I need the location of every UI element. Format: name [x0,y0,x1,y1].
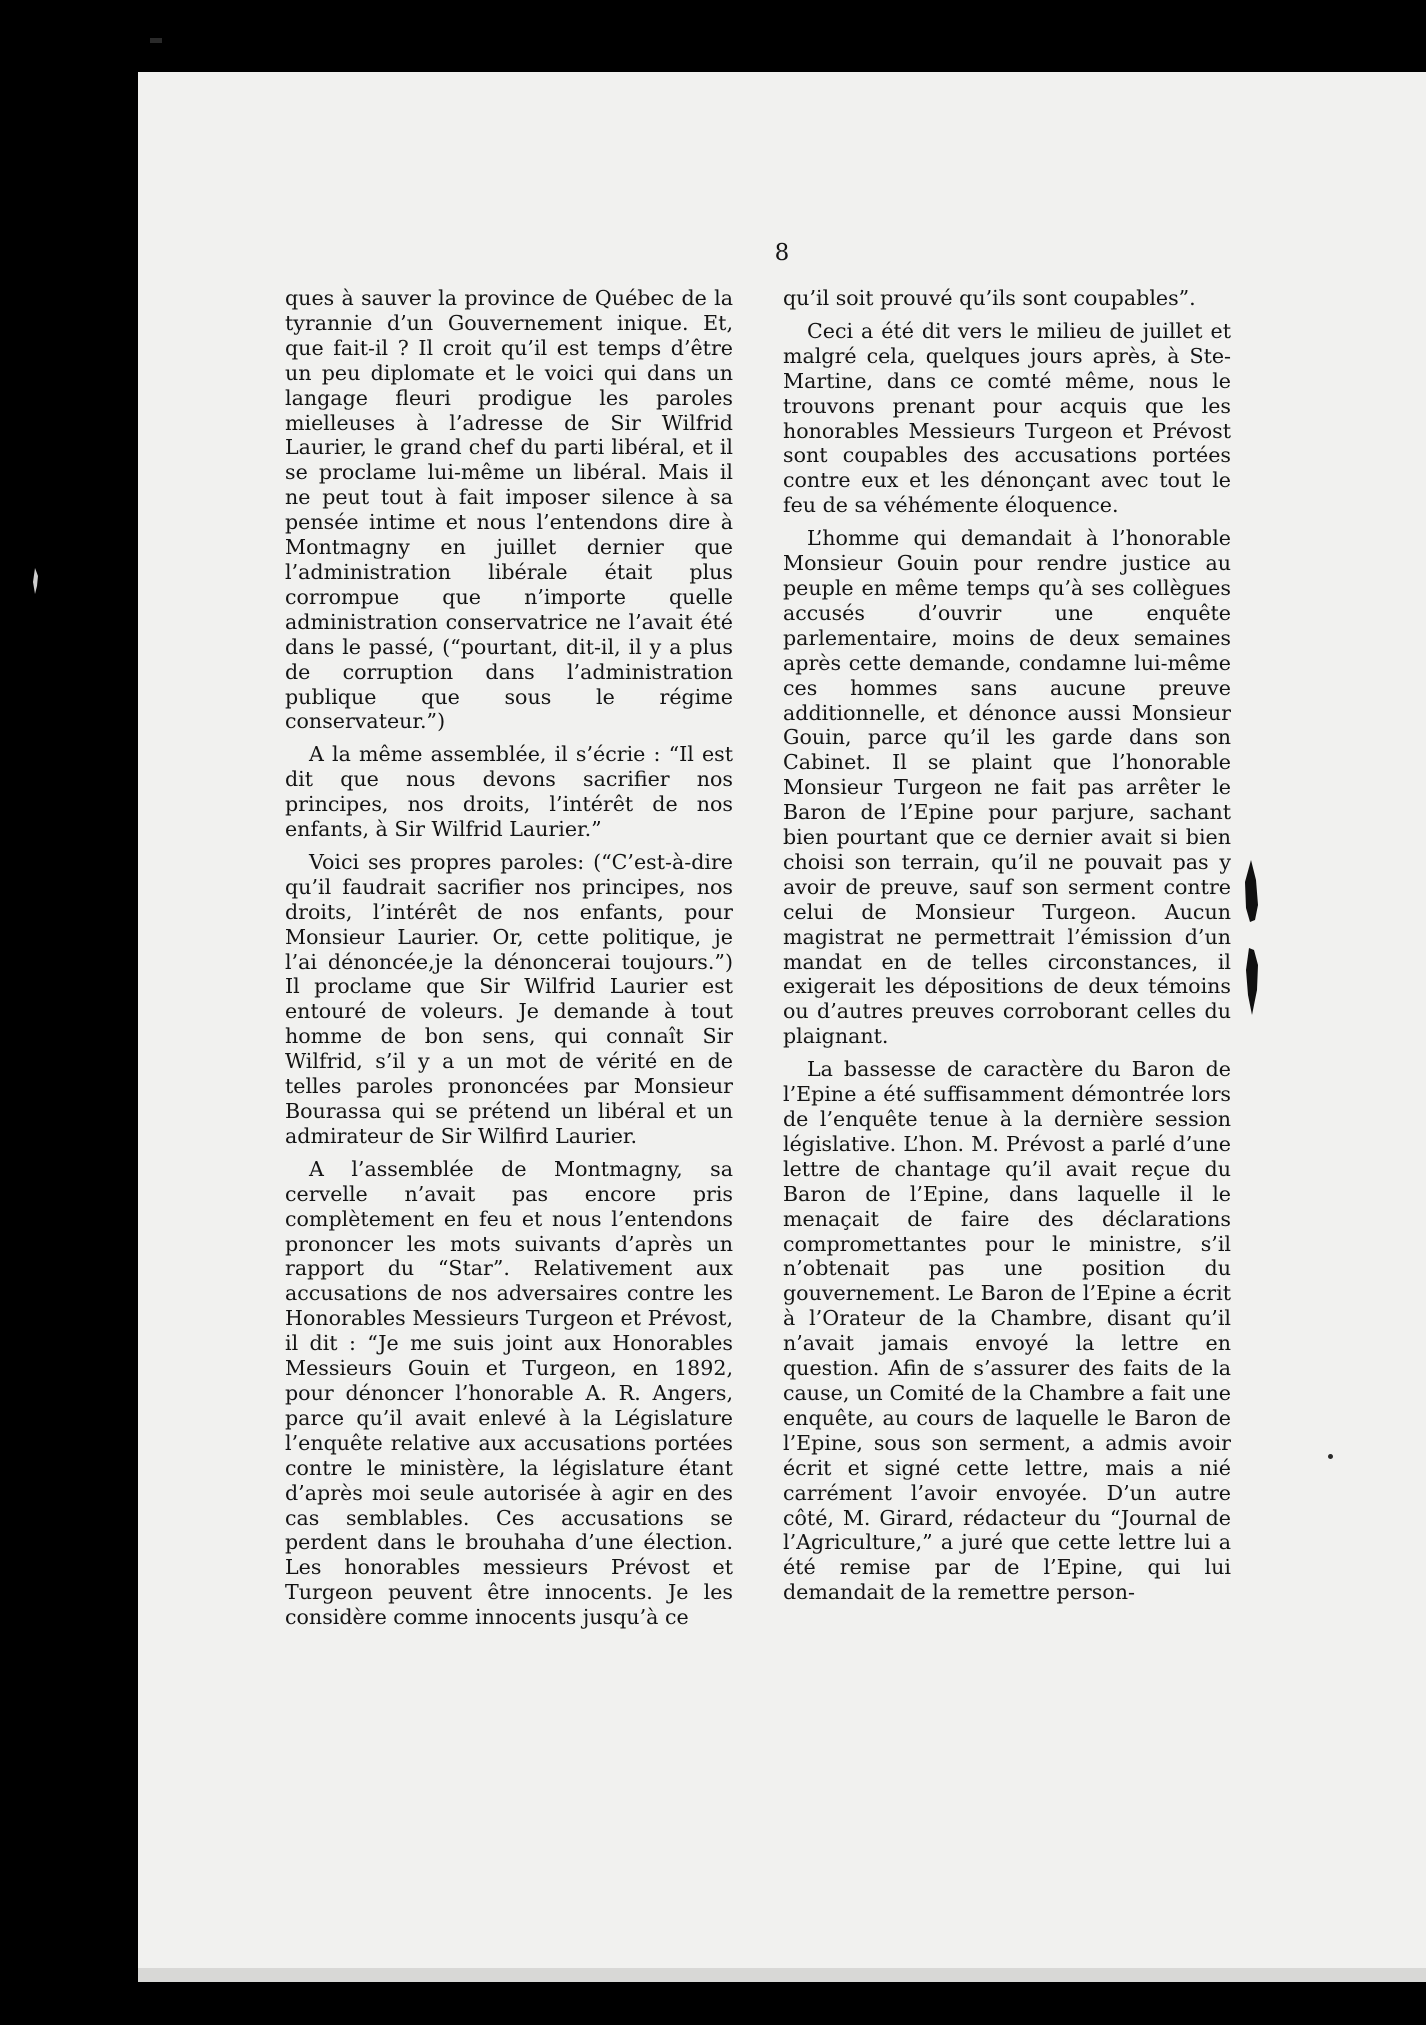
page-number: 8 [774,240,790,266]
left-column [285,286,733,1630]
paragraph: L’homme qui demandait à l’honorable Monsieur Gouin pour rendre justice au peuple en même temps qu’à ses collègues accusés d’ouvrir une enquête parlementaire, moins de deux semaines après cette demande, condamne lui-même ces hommes sans aucune preuve additionnelle, et dénonce aussi Monsieur Gouin, parce qu’il les garde dans son Cabinet. Il se plaint que l’honorable Monsieur Turgeon ne fait pas arrêter le Baron de l’Epine pour parjure, sachant bien pourtant que ce dernier avait si bien choisi son terrain, qu’il ne pouvait pas y avoir de preuve, sauf son serment contre celui de Monsieur Turgeon. Aucun magistrat ne permettrait l’émission d’un mandat en de telles circonstances, il exigerait les dépositions de deux témoins ou d’autres preuves corroborant celles du plaignant. [783,526,1231,1049]
right-column [783,286,1231,1605]
paragraph: A l’assemblée de Montmagny, sa cervelle n’avait pas encore pris complètement en feu et nous l’entendons prononcer les mots suivants d’après un rapport du “Star”. Relativement aux accusations de nos adversaires contre les Honorables Messieurs Turgeon et Prévost, il dit : “Je me suis joint aux Honorables Messieurs Gouin et Turgeon, en 1892, pour dénoncer l’honorable A. R. Angers, parce qu’il avait enlevé à la Législature l’enquête relative aux accusations portées contre le ministère, la législature étant d’après moi seule autorisée à agir en des cas semblables. Ces accusations se perdent dans le brouhaha d’une élection. Les honorables messieurs Prévost et Turgeon peuvent être innocents. Je les considère comme innocents jusqu’à ce [285,1156,733,1630]
paragraph: ques à sauver la province de Québec de la tyrannie d’un Gouvernement inique. Et, que fait-il ? Il croit qu’il est temps d’être un peu diplomate et le voici qui dans un langage fleuri prodigue les paroles mielleuses à l’adresse de Sir Wilfrid Laurier, le grand chef du parti libéral, et il se proclame lui-même un libéral. Mais il ne peut tout à fait imposer silence à sa pensée intime et nous l’entendons dire à Montmagny en juillet dernier que l’administration libérale était plus corrompue que n’importe quelle administration conservatrice ne l’avait été dans le passé, (“pourtant, dit-il, il y a plus de corruption dans l’administration publique que sous le régime conservateur.”) [285,286,733,734]
margin-mark [32,568,40,594]
paragraph: A la même assemblée, il s’écrie : “Il est dit que nous devons sacrifier nos principes, nos droits, l’intérêt de nos enfants, à Sir Wilfrid Laurier.” [285,742,733,842]
paragraph: Ceci a été dit vers le milieu de juillet et malgré cela, quelques jours après, à Ste-Martine, dans ce comté même, nous le trouvons prenant pour acquis que les honorables Messieurs Turgeon et Prévost sont coupables des accusations portées contre eux et les dénonçant avec tout le feu de sa véhémente éloquence. [783,318,1231,518]
paragraph: Voici ses propres paroles: (“C’est-à-dire qu’il faudrait sacrifier nos principes, nos droits, l’intérêt de nos enfants, pour Monsieur Laurier. Or, cette politique, je l’ai dénoncée,je la dénoncerai toujours.”) Il proclame que Sir Wilfrid Laurier est entouré de voleurs. Je demande à tout homme de bon sens, qui connaît Sir Wilfrid, s’il y a un mot de vérité en de telles paroles prononcées par Monsieur Bourassa qui se prétend un libéral et un admirateur de Sir Wilfird Laurier. [285,849,733,1148]
paragraph: qu’il soit prouvé qu’ils sont coupables”. [783,286,1196,310]
binding-mark [1242,860,1260,1015]
scan-speck [1328,1454,1333,1459]
page-bottom-edge [138,1968,1426,1982]
paragraph: La bassesse de caractère du Baron de l’Epine a été suffisamment démontrée lors de l’enquête tenue à la dernière session législative. L’hon. M. Prévost a parlé d’une lettre de chantage qu’il avait reçue du Baron de l’Epine, dans laquelle il le menaçait de faire des déclarations compromettantes pour le ministre, s’il n’obtenait pas une position du gouvernement. Le Baron de l’Epine a écrit à l’Orateur de la Chambre, disant qu’il n’avait jamais envoyé la lettre en question. Afin de s’assurer des faits de la cause, un Comité de la Chambre a fait une enquête, au cours de laquelle le Baron de l’Epine, sous son serment, a admis avoir écrit et signé cette lettre, mais a nié carrément l’avoir envoyée. D’un autre côté, M. Girard, rédacteur du “Journal de l’Agriculture,” a juré que cette lettre lui a été remise par de l’Epine, qui lui demandait de la remettre person- [783,1057,1231,1605]
scan-speck [150,38,162,43]
document-page [138,72,1426,1982]
